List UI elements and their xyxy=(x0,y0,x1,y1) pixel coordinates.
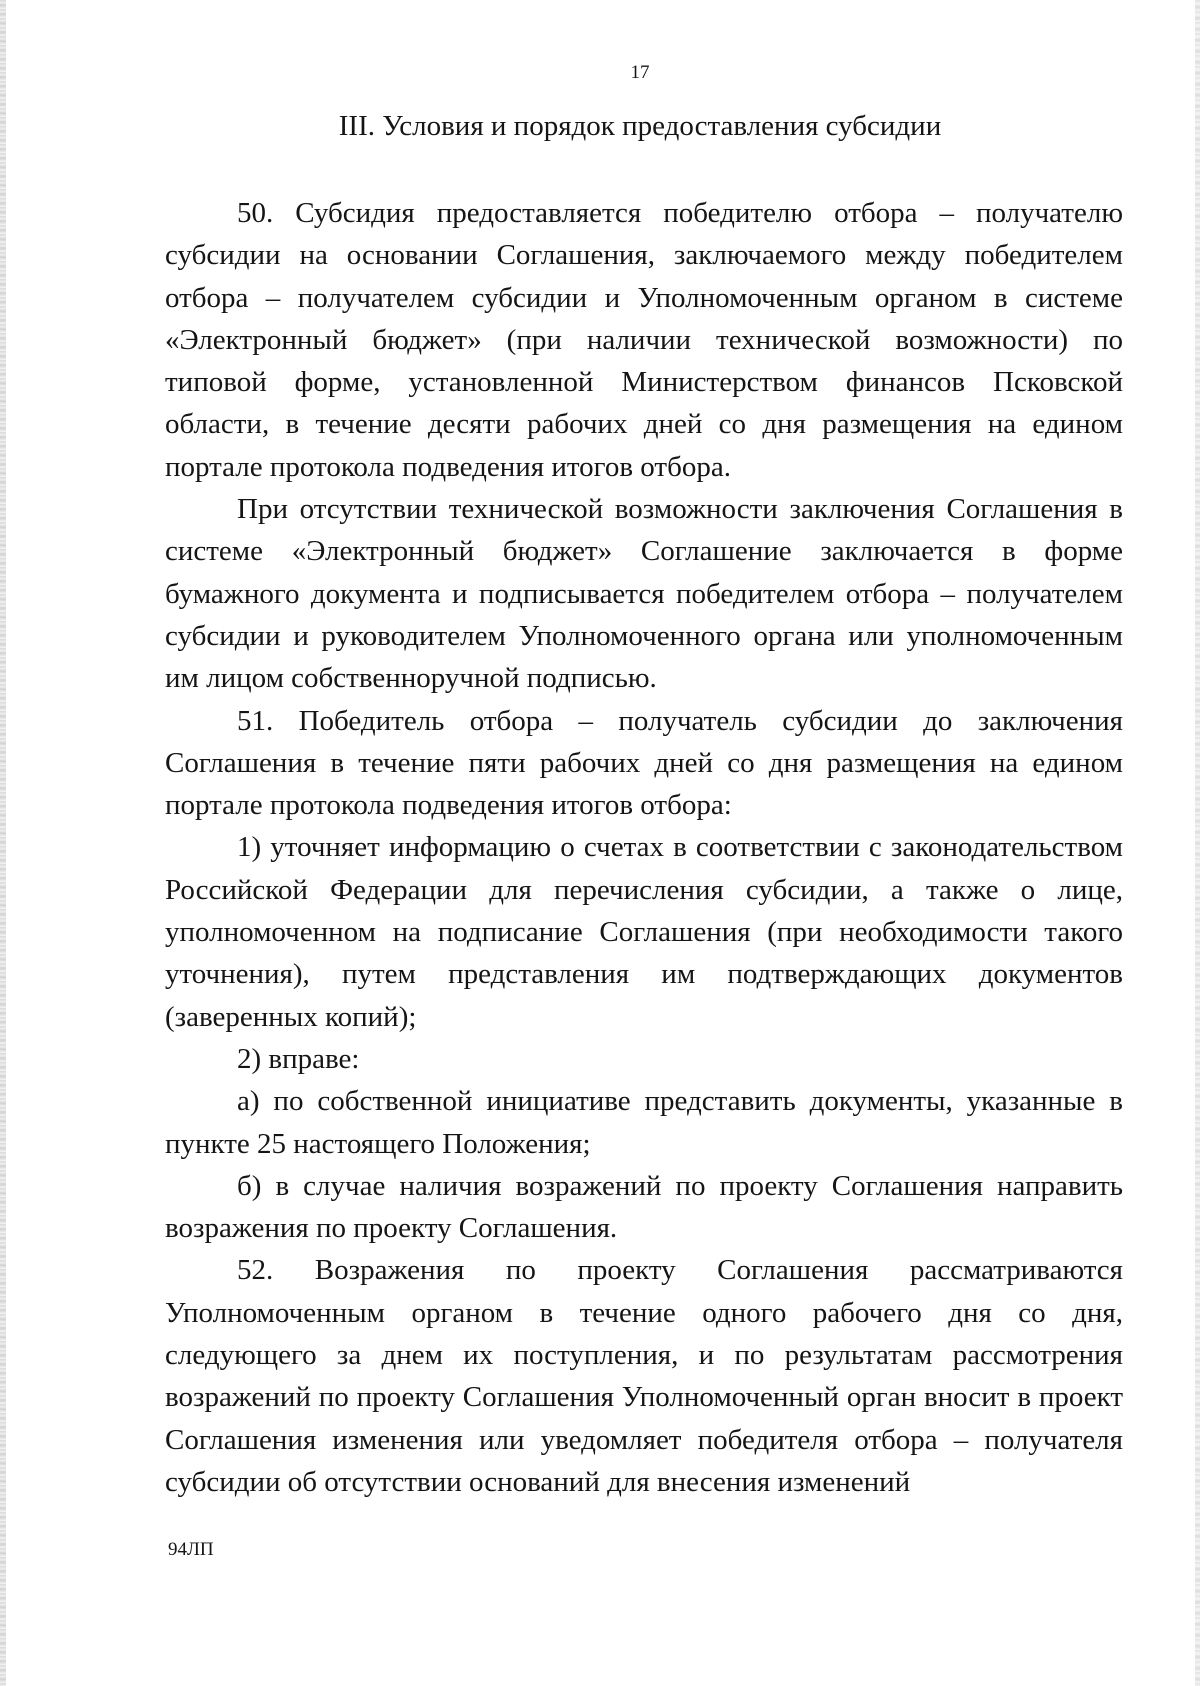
paragraph-51-item-1: 1) уточняет информацию о счетах в соответствии с законодательством Российской Федерации для перечисления субсидии, а также о лице, уполномоченном на подписание Соглашения (при необходимости такого уточнения), путем представления им подтверждающих документов (заверенных копий); xyxy=(165,831,1123,1033)
page-number: 17 xyxy=(630,62,650,83)
paragraph-51: 51. Победитель отбора – получатель субсидии до заключения Соглашения в течение пяти рабочих дней со дня размещения на едином портале протокола подведения итогов отбора: xyxy=(165,704,1123,822)
paragraph-51-item-2: 2) вправе: xyxy=(237,1042,360,1075)
paragraph-51-item-2b: б) в случае наличия возражений по проекту Соглашения направить возражения по проекту Соглашения. xyxy=(165,1169,1123,1245)
scan-edge-right xyxy=(1195,0,1200,1686)
document-code: 94ЛП xyxy=(168,1539,214,1560)
paragraph-50: 50. Субсидия предоставляется победителю отбора – получателю субсидии на основании Соглашения, заключаемого между победителем отбора – получателем субсидии и Уполномоченным органом в системе «Электронный бюджет» (при наличии технической возможности) по типовой форме, установленной Министерством финансов Псковской области, в течение десяти рабочих дней со дня размещения на едином портале протокола подведения итогов отбора. xyxy=(165,197,1123,483)
paragraph-51-item-2a: а) по собственной инициативе представить документы, указанные в пункте 25 настоящего Положения; xyxy=(165,1085,1123,1160)
scan-edge-left xyxy=(0,0,6,1686)
section-heading: III. Условия и порядок предоставления субсидии xyxy=(338,110,942,142)
paragraph-52: 52. Возражения по проекту Соглашения рассматриваются Уполномоченным органом в течение одного рабочего дня со дня, следующего за днем их поступления, и по результатам рассмотрения возражений по проекту Соглашения Уполномоченный орган вносит в проект Соглашения изменения или уведомляет победителя отбора – получателя субсидии об отсутствии оснований для внесения изменений xyxy=(165,1254,1123,1498)
paragraph-50-paper-agreement: При отсутствии технической возможности заключения Соглашения в системе «Электронный бюджет» Соглашение заключается в форме бумажного документа и подписывается победителем отбора – получателем субсидии и руководителем Уполномоченного органа или уполномоченным им лицом собственноручной подписью. xyxy=(165,493,1123,695)
document-body xyxy=(165,192,1123,1503)
